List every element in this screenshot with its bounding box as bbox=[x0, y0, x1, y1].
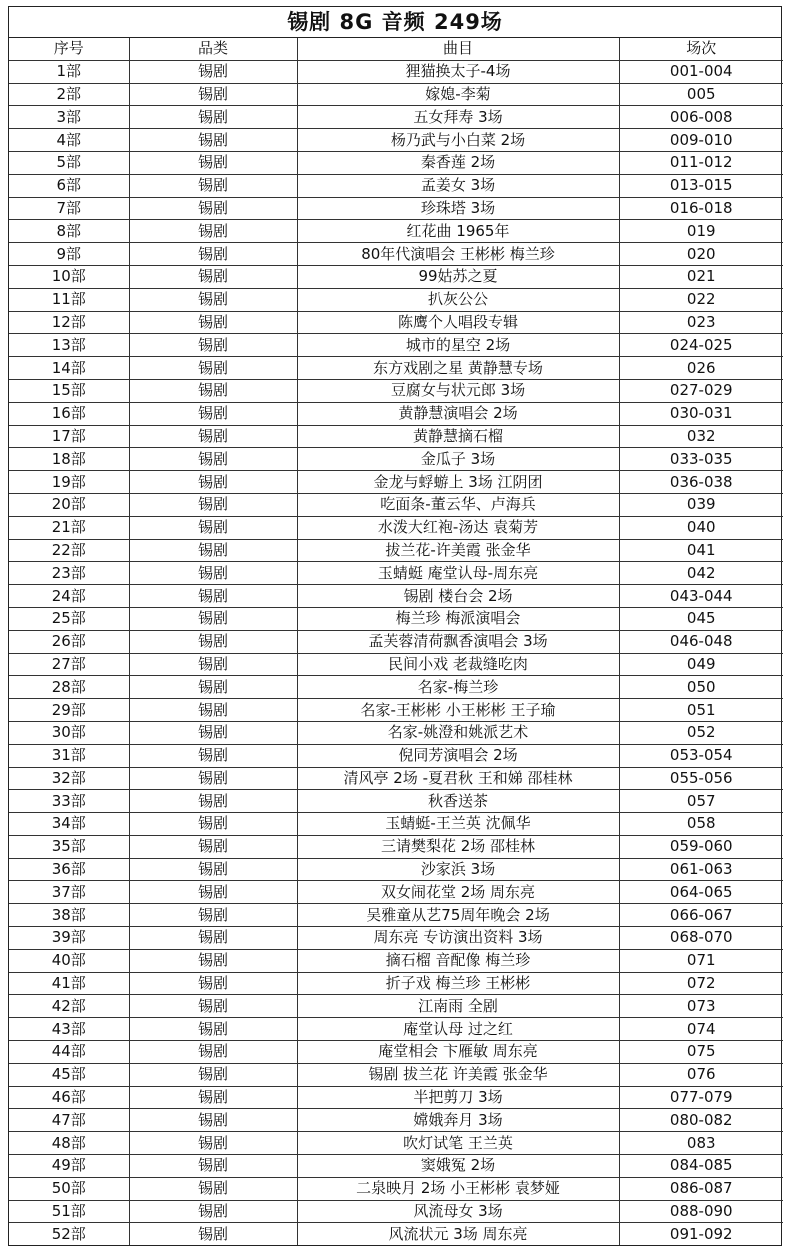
table-row bbox=[9, 1086, 783, 1109]
table-row bbox=[9, 881, 783, 904]
cell-category: 锡剧 bbox=[129, 607, 297, 630]
cell-episodes: 055-056 bbox=[619, 767, 783, 790]
cell-category: 锡剧 bbox=[129, 790, 297, 813]
cell-index: 20部 bbox=[9, 493, 129, 516]
cell-category: 锡剧 bbox=[129, 881, 297, 904]
cell-episodes: 066-067 bbox=[619, 904, 783, 927]
cell-title: 双女闹花堂 2场 周东亮 bbox=[297, 881, 619, 904]
table-row bbox=[9, 835, 783, 858]
cell-index: 34部 bbox=[9, 813, 129, 836]
cell-category: 锡剧 bbox=[129, 471, 297, 494]
table-row bbox=[9, 1109, 783, 1132]
cell-index: 24部 bbox=[9, 585, 129, 608]
cell-category: 锡剧 bbox=[129, 904, 297, 927]
cell-title: 玉蜻蜓 庵堂认母-周东亮 bbox=[297, 562, 619, 585]
cell-title: 80年代演唱会 王彬彬 梅兰珍 bbox=[297, 243, 619, 266]
cell-index: 25部 bbox=[9, 607, 129, 630]
cell-title: 风流母女 3场 bbox=[297, 1200, 619, 1223]
table-row bbox=[9, 1177, 783, 1200]
cell-title: 豆腐女与状元郎 3场 bbox=[297, 379, 619, 402]
cell-category: 锡剧 bbox=[129, 357, 297, 380]
cell-category: 锡剧 bbox=[129, 288, 297, 311]
table-row bbox=[9, 379, 783, 402]
cell-episodes: 068-070 bbox=[619, 927, 783, 950]
cell-index: 21部 bbox=[9, 516, 129, 539]
cell-index: 17部 bbox=[9, 425, 129, 448]
table-row bbox=[9, 653, 783, 676]
cell-episodes: 080-082 bbox=[619, 1109, 783, 1132]
cell-title: 锡剧 拔兰花 许美霞 张金华 bbox=[297, 1063, 619, 1086]
cell-index: 38部 bbox=[9, 904, 129, 927]
table-row bbox=[9, 721, 783, 744]
cell-category: 锡剧 bbox=[129, 1018, 297, 1041]
cell-episodes: 050 bbox=[619, 676, 783, 699]
cell-episodes: 009-010 bbox=[619, 129, 783, 152]
cell-title: 名家-梅兰珍 bbox=[297, 676, 619, 699]
cell-index: 11部 bbox=[9, 288, 129, 311]
cell-episodes: 046-048 bbox=[619, 630, 783, 653]
cell-title: 倪同芳演唱会 2场 bbox=[297, 744, 619, 767]
cell-category: 锡剧 bbox=[129, 379, 297, 402]
cell-category: 锡剧 bbox=[129, 311, 297, 334]
table-row bbox=[9, 334, 783, 357]
page-title: 锡剧 8G 音频 249场 bbox=[9, 7, 781, 38]
table-row bbox=[9, 607, 783, 630]
cell-index: 12部 bbox=[9, 311, 129, 334]
cell-title: 秋香送茶 bbox=[297, 790, 619, 813]
cell-title: 风流状元 3场 周东亮 bbox=[297, 1223, 619, 1245]
table-row bbox=[9, 630, 783, 653]
cell-index: 51部 bbox=[9, 1200, 129, 1223]
header-row bbox=[9, 38, 783, 60]
cell-episodes: 036-038 bbox=[619, 471, 783, 494]
table-row bbox=[9, 1155, 783, 1178]
cell-index: 45部 bbox=[9, 1063, 129, 1086]
cell-episodes: 022 bbox=[619, 288, 783, 311]
header-title: 曲目 bbox=[297, 38, 619, 60]
cell-category: 锡剧 bbox=[129, 1200, 297, 1223]
cell-index: 36部 bbox=[9, 858, 129, 881]
table-row bbox=[9, 972, 783, 995]
cell-episodes: 042 bbox=[619, 562, 783, 585]
cell-title: 黄静慧摘石榴 bbox=[297, 425, 619, 448]
cell-category: 锡剧 bbox=[129, 197, 297, 220]
table-row bbox=[9, 562, 783, 585]
cell-title: 秦香莲 2场 bbox=[297, 151, 619, 174]
cell-index: 35部 bbox=[9, 835, 129, 858]
table-row bbox=[9, 744, 783, 767]
table-row bbox=[9, 995, 783, 1018]
cell-index: 8部 bbox=[9, 220, 129, 243]
cell-episodes: 075 bbox=[619, 1041, 783, 1064]
cell-index: 49部 bbox=[9, 1155, 129, 1178]
cell-category: 锡剧 bbox=[129, 493, 297, 516]
cell-episodes: 086-087 bbox=[619, 1177, 783, 1200]
cell-title: 城市的星空 2场 bbox=[297, 334, 619, 357]
cell-title: 摘石榴 音配像 梅兰珍 bbox=[297, 949, 619, 972]
cell-category: 锡剧 bbox=[129, 1086, 297, 1109]
cell-title: 三请樊梨花 2场 邵桂林 bbox=[297, 835, 619, 858]
cell-title: 半把剪刀 3场 bbox=[297, 1086, 619, 1109]
cell-category: 锡剧 bbox=[129, 1223, 297, 1245]
cell-episodes: 072 bbox=[619, 972, 783, 995]
cell-index: 1部 bbox=[9, 60, 129, 83]
cell-category: 锡剧 bbox=[129, 106, 297, 129]
cell-index: 33部 bbox=[9, 790, 129, 813]
cell-title: 金龙与蜉蝣上 3场 江阴团 bbox=[297, 471, 619, 494]
cell-episodes: 053-054 bbox=[619, 744, 783, 767]
cell-index: 18部 bbox=[9, 448, 129, 471]
cell-title: 二泉映月 2场 小王彬彬 袁梦娅 bbox=[297, 1177, 619, 1200]
table-row bbox=[9, 60, 783, 83]
cell-episodes: 023 bbox=[619, 311, 783, 334]
cell-category: 锡剧 bbox=[129, 539, 297, 562]
cell-title: 扒灰公公 bbox=[297, 288, 619, 311]
table-row bbox=[9, 1063, 783, 1086]
cell-episodes: 084-085 bbox=[619, 1155, 783, 1178]
cell-title: 狸猫换太子-4场 bbox=[297, 60, 619, 83]
table-row bbox=[9, 311, 783, 334]
cell-category: 锡剧 bbox=[129, 858, 297, 881]
table-row bbox=[9, 790, 783, 813]
table-row bbox=[9, 1132, 783, 1155]
table-row bbox=[9, 220, 783, 243]
cell-index: 41部 bbox=[9, 972, 129, 995]
cell-episodes: 040 bbox=[619, 516, 783, 539]
cell-episodes: 021 bbox=[619, 265, 783, 288]
cell-title: 庵堂相会 卞雁敏 周东亮 bbox=[297, 1041, 619, 1064]
catalog-sheet bbox=[8, 6, 782, 1246]
cell-title: 名家-姚澄和姚派艺术 bbox=[297, 721, 619, 744]
cell-episodes: 043-044 bbox=[619, 585, 783, 608]
cell-title: 嫦娥奔月 3场 bbox=[297, 1109, 619, 1132]
cell-title: 红花曲 1965年 bbox=[297, 220, 619, 243]
cell-category: 锡剧 bbox=[129, 243, 297, 266]
cell-episodes: 024-025 bbox=[619, 334, 783, 357]
table-row bbox=[9, 813, 783, 836]
cell-episodes: 074 bbox=[619, 1018, 783, 1041]
table-row bbox=[9, 1018, 783, 1041]
table-row bbox=[9, 904, 783, 927]
cell-title: 周东亮 专访演出资料 3场 bbox=[297, 927, 619, 950]
cell-category: 锡剧 bbox=[129, 1155, 297, 1178]
cell-category: 锡剧 bbox=[129, 402, 297, 425]
cell-episodes: 011-012 bbox=[619, 151, 783, 174]
cell-category: 锡剧 bbox=[129, 129, 297, 152]
cell-index: 26部 bbox=[9, 630, 129, 653]
cell-index: 7部 bbox=[9, 197, 129, 220]
cell-title: 玉蜻蜓-王兰英 沈佩华 bbox=[297, 813, 619, 836]
cell-episodes: 005 bbox=[619, 83, 783, 106]
cell-category: 锡剧 bbox=[129, 744, 297, 767]
table-row bbox=[9, 493, 783, 516]
cell-title: 锡剧 楼台会 2场 bbox=[297, 585, 619, 608]
cell-episodes: 041 bbox=[619, 539, 783, 562]
cell-title: 东方戏剧之星 黄静慧专场 bbox=[297, 357, 619, 380]
header-category: 品类 bbox=[129, 38, 297, 60]
table-row bbox=[9, 767, 783, 790]
cell-category: 锡剧 bbox=[129, 676, 297, 699]
table-row bbox=[9, 151, 783, 174]
cell-title: 吹灯试笔 王兰英 bbox=[297, 1132, 619, 1155]
cell-category: 锡剧 bbox=[129, 835, 297, 858]
cell-episodes: 027-029 bbox=[619, 379, 783, 402]
table-row bbox=[9, 949, 783, 972]
cell-episodes: 052 bbox=[619, 721, 783, 744]
cell-index: 31部 bbox=[9, 744, 129, 767]
header-episodes: 场次 bbox=[619, 38, 783, 60]
cell-index: 50部 bbox=[9, 1177, 129, 1200]
cell-episodes: 032 bbox=[619, 425, 783, 448]
cell-index: 19部 bbox=[9, 471, 129, 494]
catalog-table bbox=[9, 38, 783, 1245]
cell-episodes: 071 bbox=[619, 949, 783, 972]
table-row bbox=[9, 288, 783, 311]
cell-category: 锡剧 bbox=[129, 562, 297, 585]
cell-category: 锡剧 bbox=[129, 949, 297, 972]
cell-category: 锡剧 bbox=[129, 60, 297, 83]
cell-index: 29部 bbox=[9, 699, 129, 722]
cell-index: 37部 bbox=[9, 881, 129, 904]
cell-title: 水泼大红袍-汤达 袁菊芳 bbox=[297, 516, 619, 539]
table-row bbox=[9, 927, 783, 950]
cell-category: 锡剧 bbox=[129, 813, 297, 836]
table-row bbox=[9, 129, 783, 152]
cell-title: 金瓜子 3场 bbox=[297, 448, 619, 471]
cell-index: 28部 bbox=[9, 676, 129, 699]
cell-index: 23部 bbox=[9, 562, 129, 585]
table-row bbox=[9, 1223, 783, 1245]
cell-title: 孟芙蓉清荷飘香演唱会 3场 bbox=[297, 630, 619, 653]
cell-category: 锡剧 bbox=[129, 927, 297, 950]
cell-episodes: 020 bbox=[619, 243, 783, 266]
cell-episodes: 001-004 bbox=[619, 60, 783, 83]
cell-index: 6部 bbox=[9, 174, 129, 197]
table-row bbox=[9, 174, 783, 197]
table-row bbox=[9, 516, 783, 539]
cell-episodes: 006-008 bbox=[619, 106, 783, 129]
cell-title: 清风亭 2场 -夏君秋 王和娣 邵桂林 bbox=[297, 767, 619, 790]
cell-category: 锡剧 bbox=[129, 1177, 297, 1200]
cell-title: 江南雨 全剧 bbox=[297, 995, 619, 1018]
cell-index: 27部 bbox=[9, 653, 129, 676]
cell-category: 锡剧 bbox=[129, 1063, 297, 1086]
cell-episodes: 091-092 bbox=[619, 1223, 783, 1245]
cell-index: 46部 bbox=[9, 1086, 129, 1109]
cell-episodes: 077-079 bbox=[619, 1086, 783, 1109]
table-row bbox=[9, 357, 783, 380]
cell-category: 锡剧 bbox=[129, 630, 297, 653]
cell-title: 庵堂认母 过之红 bbox=[297, 1018, 619, 1041]
cell-category: 锡剧 bbox=[129, 516, 297, 539]
cell-title: 拔兰花-许美霞 张金华 bbox=[297, 539, 619, 562]
cell-category: 锡剧 bbox=[129, 972, 297, 995]
cell-index: 32部 bbox=[9, 767, 129, 790]
cell-category: 锡剧 bbox=[129, 995, 297, 1018]
cell-episodes: 049 bbox=[619, 653, 783, 676]
cell-episodes: 019 bbox=[619, 220, 783, 243]
cell-category: 锡剧 bbox=[129, 83, 297, 106]
cell-title: 吴雅童从艺75周年晚会 2场 bbox=[297, 904, 619, 927]
table-row bbox=[9, 243, 783, 266]
cell-episodes: 064-065 bbox=[619, 881, 783, 904]
cell-index: 44部 bbox=[9, 1041, 129, 1064]
table-row bbox=[9, 106, 783, 129]
cell-index: 13部 bbox=[9, 334, 129, 357]
table-row bbox=[9, 425, 783, 448]
cell-index: 40部 bbox=[9, 949, 129, 972]
table-row bbox=[9, 858, 783, 881]
cell-episodes: 051 bbox=[619, 699, 783, 722]
cell-episodes: 045 bbox=[619, 607, 783, 630]
cell-category: 锡剧 bbox=[129, 151, 297, 174]
cell-title: 名家-王彬彬 小王彬彬 王子瑜 bbox=[297, 699, 619, 722]
cell-category: 锡剧 bbox=[129, 767, 297, 790]
table-row bbox=[9, 448, 783, 471]
cell-index: 42部 bbox=[9, 995, 129, 1018]
cell-title: 民间小戏 老裁缝吃肉 bbox=[297, 653, 619, 676]
table-row bbox=[9, 1041, 783, 1064]
cell-category: 锡剧 bbox=[129, 448, 297, 471]
table-row bbox=[9, 402, 783, 425]
cell-title: 陈鹰个人唱段专辑 bbox=[297, 311, 619, 334]
cell-category: 锡剧 bbox=[129, 699, 297, 722]
table-row bbox=[9, 676, 783, 699]
cell-episodes: 076 bbox=[619, 1063, 783, 1086]
cell-title: 杨乃武与小白菜 2场 bbox=[297, 129, 619, 152]
cell-index: 48部 bbox=[9, 1132, 129, 1155]
cell-title: 99姑苏之夏 bbox=[297, 265, 619, 288]
cell-title: 吃面条-董云华、卢海兵 bbox=[297, 493, 619, 516]
cell-episodes: 030-031 bbox=[619, 402, 783, 425]
cell-category: 锡剧 bbox=[129, 1109, 297, 1132]
cell-title: 梅兰珍 梅派演唱会 bbox=[297, 607, 619, 630]
cell-index: 43部 bbox=[9, 1018, 129, 1041]
cell-index: 4部 bbox=[9, 129, 129, 152]
cell-category: 锡剧 bbox=[129, 425, 297, 448]
cell-title: 珍珠塔 3场 bbox=[297, 197, 619, 220]
cell-index: 30部 bbox=[9, 721, 129, 744]
cell-category: 锡剧 bbox=[129, 220, 297, 243]
cell-index: 15部 bbox=[9, 379, 129, 402]
cell-title: 孟姜女 3场 bbox=[297, 174, 619, 197]
cell-category: 锡剧 bbox=[129, 265, 297, 288]
cell-episodes: 059-060 bbox=[619, 835, 783, 858]
cell-episodes: 013-015 bbox=[619, 174, 783, 197]
table-row bbox=[9, 1200, 783, 1223]
cell-index: 3部 bbox=[9, 106, 129, 129]
cell-episodes: 057 bbox=[619, 790, 783, 813]
cell-title: 折子戏 梅兰珍 王彬彬 bbox=[297, 972, 619, 995]
cell-title: 窦娥冤 2场 bbox=[297, 1155, 619, 1178]
cell-index: 22部 bbox=[9, 539, 129, 562]
cell-episodes: 061-063 bbox=[619, 858, 783, 881]
table-row bbox=[9, 585, 783, 608]
cell-episodes: 026 bbox=[619, 357, 783, 380]
cell-category: 锡剧 bbox=[129, 721, 297, 744]
cell-category: 锡剧 bbox=[129, 174, 297, 197]
cell-episodes: 088-090 bbox=[619, 1200, 783, 1223]
cell-title: 沙家浜 3场 bbox=[297, 858, 619, 881]
cell-episodes: 083 bbox=[619, 1132, 783, 1155]
cell-category: 锡剧 bbox=[129, 653, 297, 676]
cell-category: 锡剧 bbox=[129, 1041, 297, 1064]
cell-index: 16部 bbox=[9, 402, 129, 425]
cell-category: 锡剧 bbox=[129, 334, 297, 357]
table-row bbox=[9, 265, 783, 288]
cell-category: 锡剧 bbox=[129, 1132, 297, 1155]
cell-episodes: 033-035 bbox=[619, 448, 783, 471]
cell-index: 9部 bbox=[9, 243, 129, 266]
cell-index: 2部 bbox=[9, 83, 129, 106]
cell-index: 52部 bbox=[9, 1223, 129, 1245]
cell-index: 5部 bbox=[9, 151, 129, 174]
table-row bbox=[9, 471, 783, 494]
cell-index: 14部 bbox=[9, 357, 129, 380]
cell-episodes: 016-018 bbox=[619, 197, 783, 220]
table-row bbox=[9, 197, 783, 220]
table-row bbox=[9, 539, 783, 562]
table-row bbox=[9, 699, 783, 722]
cell-index: 47部 bbox=[9, 1109, 129, 1132]
header-index: 序号 bbox=[9, 38, 129, 60]
cell-title: 五女拜寿 3场 bbox=[297, 106, 619, 129]
table-row bbox=[9, 83, 783, 106]
cell-index: 10部 bbox=[9, 265, 129, 288]
cell-category: 锡剧 bbox=[129, 585, 297, 608]
cell-title: 黄静慧演唱会 2场 bbox=[297, 402, 619, 425]
cell-title: 嫁媳-李菊 bbox=[297, 83, 619, 106]
cell-index: 39部 bbox=[9, 927, 129, 950]
cell-episodes: 039 bbox=[619, 493, 783, 516]
cell-episodes: 058 bbox=[619, 813, 783, 836]
cell-episodes: 073 bbox=[619, 995, 783, 1018]
